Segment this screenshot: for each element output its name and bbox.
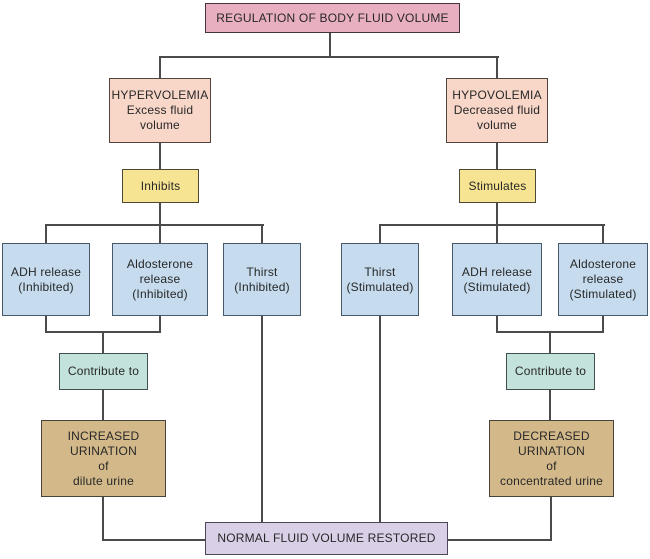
node-aldosterone-release-inhibited bbox=[112, 243, 208, 316]
node-hypervolemia-label: HYPERVOLEMIA bbox=[111, 88, 209, 102]
connector-line bbox=[261, 225, 263, 243]
node-contribute-to-left bbox=[59, 353, 148, 390]
node-thirst-stimulated-state: (Stimulated) bbox=[346, 279, 414, 294]
node-increased-urination bbox=[41, 420, 166, 497]
node-decreased-urination-type: concentrated urine bbox=[500, 473, 603, 488]
node-decreased-urination-of: of bbox=[546, 458, 557, 473]
connector-line bbox=[549, 390, 551, 420]
connector-line bbox=[102, 539, 205, 541]
node-hypovolemia-desc: Decreased fluid bbox=[453, 103, 541, 117]
node-aldosterone-release-inhibited-label2: release bbox=[139, 272, 181, 286]
node-hypervolemia bbox=[109, 78, 211, 143]
node-hypovolemia bbox=[446, 78, 548, 143]
node-aldosterone-release-stimulated-label2: release bbox=[582, 272, 624, 286]
node-normal-fluid-volume-restored bbox=[205, 522, 448, 555]
node-adh-release-inhibited bbox=[2, 243, 90, 316]
connector-line bbox=[550, 497, 552, 541]
node-inhibits-label: Inhibits bbox=[140, 178, 181, 193]
connector-line bbox=[159, 143, 161, 169]
node-hypervolemia-desc: Excess fluid bbox=[126, 103, 194, 117]
connector-line bbox=[496, 203, 498, 243]
node-contribute-to-left-label: Contribute to bbox=[67, 364, 140, 378]
connector-line bbox=[549, 332, 551, 353]
node-adh-release-stimulated-label: ADH release bbox=[461, 264, 533, 279]
connector-line bbox=[159, 56, 499, 58]
node-aldosterone-release-stimulated-label: Aldosterone bbox=[569, 257, 637, 271]
node-thirst-inhibited bbox=[223, 243, 301, 316]
node-hypovolemia-desc2: volume bbox=[477, 118, 517, 132]
node-stimulates-label: Stimulates bbox=[468, 178, 527, 193]
node-normal-fluid-volume-restored-label: NORMAL FLUID VOLUME RESTORED bbox=[217, 531, 436, 545]
node-increased-urination-of: of bbox=[98, 458, 109, 473]
connector-line bbox=[496, 143, 498, 169]
node-title bbox=[205, 3, 460, 33]
node-decreased-urination bbox=[489, 420, 614, 497]
node-aldosterone-release-inhibited-state: (Inhibited) bbox=[132, 287, 188, 301]
node-stimulates bbox=[459, 169, 536, 203]
node-thirst-inhibited-label: Thirst bbox=[246, 264, 278, 279]
connector-line bbox=[379, 316, 381, 522]
node-decreased-urination-label2: URINATION bbox=[518, 443, 585, 458]
node-increased-urination-type: dilute urine bbox=[72, 473, 135, 488]
connector-line bbox=[102, 497, 104, 541]
node-aldosterone-release-inhibited-label: Aldosterone bbox=[126, 257, 194, 271]
node-aldosterone-release-stimulated-state: (Stimulated) bbox=[569, 287, 637, 301]
connector-line bbox=[45, 225, 47, 243]
node-contribute-to-right-label: Contribute to bbox=[514, 364, 587, 378]
node-increased-urination-label: INCREASED bbox=[67, 428, 140, 443]
connector-line bbox=[45, 224, 264, 226]
node-thirst-inhibited-state: (Inhibited) bbox=[234, 279, 290, 294]
node-aldosterone-release-stimulated bbox=[558, 243, 648, 316]
node-adh-release-inhibited-state: (Inhibited) bbox=[18, 279, 74, 294]
node-adh-release-stimulated-state: (Stimulated) bbox=[463, 279, 531, 294]
connector-line bbox=[379, 225, 381, 243]
node-adh-release-inhibited-label: ADH release bbox=[10, 264, 82, 279]
connector-line bbox=[102, 332, 104, 353]
connector-line bbox=[261, 316, 263, 522]
node-contribute-to-right bbox=[506, 353, 595, 390]
node-inhibits bbox=[122, 169, 199, 203]
node-hypervolemia-desc2: volume bbox=[140, 118, 180, 132]
connector-line bbox=[329, 33, 331, 57]
connector-line bbox=[448, 539, 552, 541]
node-increased-urination-label2: URINATION bbox=[70, 443, 137, 458]
connector-line bbox=[159, 203, 161, 243]
node-thirst-stimulated-label: Thirst bbox=[364, 264, 396, 279]
node-title-label: REGULATION OF BODY FLUID VOLUME bbox=[216, 10, 449, 25]
connector-line bbox=[159, 57, 161, 78]
connector-line bbox=[379, 224, 605, 226]
node-decreased-urination-label: DECREASED bbox=[513, 428, 590, 443]
node-adh-release-stimulated bbox=[452, 243, 542, 316]
connector-line bbox=[602, 225, 604, 243]
node-thirst-stimulated bbox=[341, 243, 419, 316]
node-hypovolemia-label: HYPOVOLEMIA bbox=[452, 88, 542, 102]
connector-line bbox=[102, 390, 104, 420]
connector-line bbox=[496, 57, 498, 78]
